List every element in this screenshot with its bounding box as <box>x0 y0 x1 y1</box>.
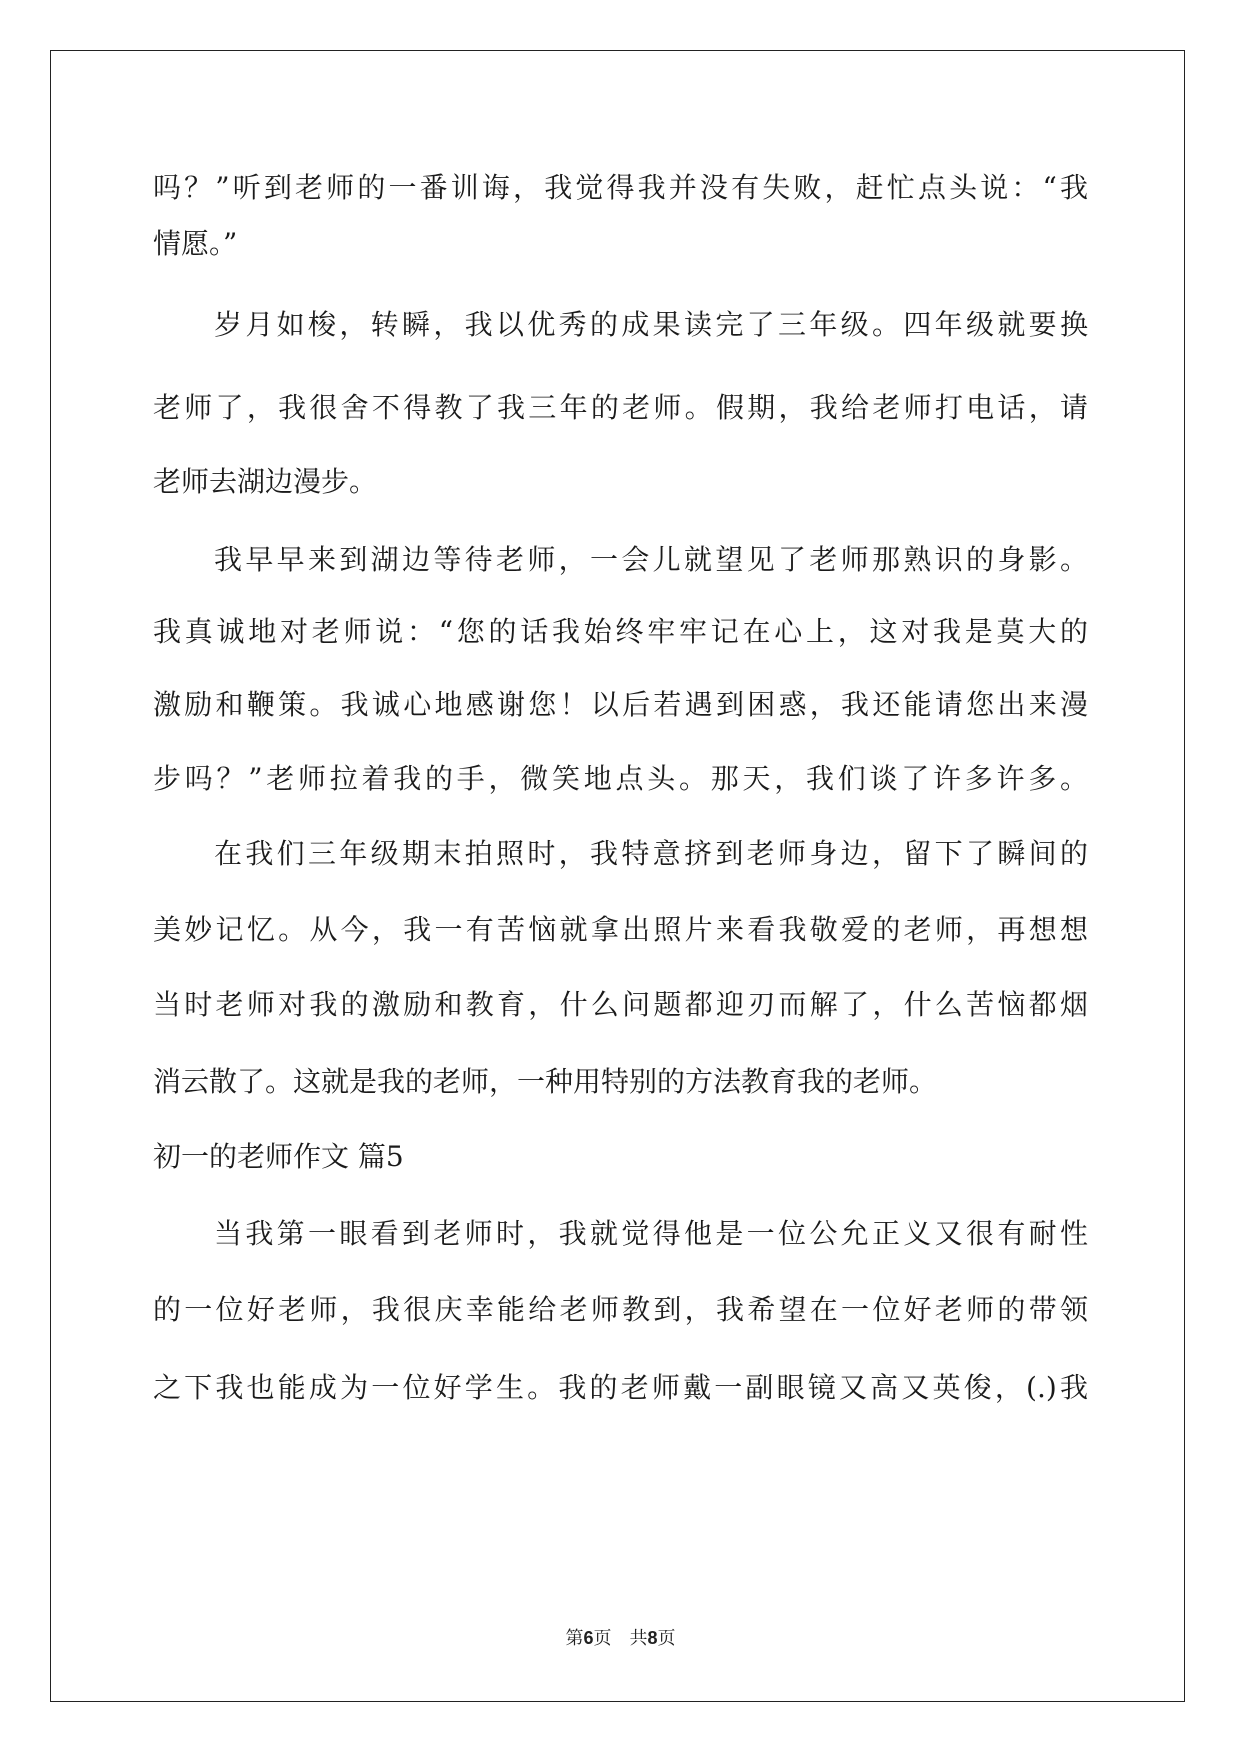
text-line: 在我们三年级期末拍照时，我特意挤到老师身边，留下了瞬间的 <box>214 837 1088 870</box>
text-line: 当我第一眼看到老师时，我就觉得他是一位公允正义又很有耐性 <box>214 1217 1088 1250</box>
text-line: 我早早来到湖边等待老师，一会儿就望见了老师那熟识的身影。 <box>214 543 1088 576</box>
text-line: 岁月如梭，转瞬，我以优秀的成果读完了三年级。四年级就要换 <box>214 308 1088 341</box>
text-line: 吗？”听到老师的一番训诲，我觉得我并没有失败，赶忙点头说：“我 <box>153 171 1088 204</box>
text-line: 步吗？”老师拉着我的手，微笑地点头。那天，我们谈了许多许多。 <box>153 762 1088 795</box>
text-line: 激励和鞭策。我诚心地感谢您！以后若遇到困惑，我还能请您出来漫 <box>153 688 1088 721</box>
text-line: 我真诚地对老师说：“您的话我始终牢牢记在心上，这对我是莫大的 <box>153 615 1088 648</box>
text-line: 消云散了。这就是我的老师，一种用特别的方法教育我的老师。 <box>153 1065 938 1098</box>
current-page-number: 6 <box>583 1628 594 1648</box>
footer-prefix: 第 <box>565 1628 584 1648</box>
total-page-count: 8 <box>647 1628 658 1648</box>
text-line: 情愿。” <box>153 227 238 260</box>
text-line: 当时老师对我的激励和教育，什么问题都迎刃而解了，什么苦恼都烟 <box>153 988 1088 1021</box>
page-footer <box>0 1624 1241 1650</box>
text-line: 的一位好老师，我很庆幸能给老师教到，我希望在一位好老师的带领 <box>153 1293 1088 1326</box>
text-line: 老师去湖边漫步。 <box>153 465 378 498</box>
text-line: 老师了，我很舍不得教了我三年的老师。假期，我给老师打电话，请 <box>153 391 1088 424</box>
text-line: 之下我也能成为一位好学生。我的老师戴一副眼镜又高又英俊，(.)我 <box>153 1371 1088 1404</box>
page-border <box>50 50 1185 1702</box>
footer-mid: 页 共 <box>593 1628 648 1648</box>
section-heading: 初一的老师作文 篇5 <box>153 1140 404 1173</box>
text-line: 美妙记忆。从今，我一有苦恼就拿出照片来看我敬爱的老师，再想想 <box>153 913 1088 946</box>
footer-suffix: 页 <box>657 1628 676 1648</box>
